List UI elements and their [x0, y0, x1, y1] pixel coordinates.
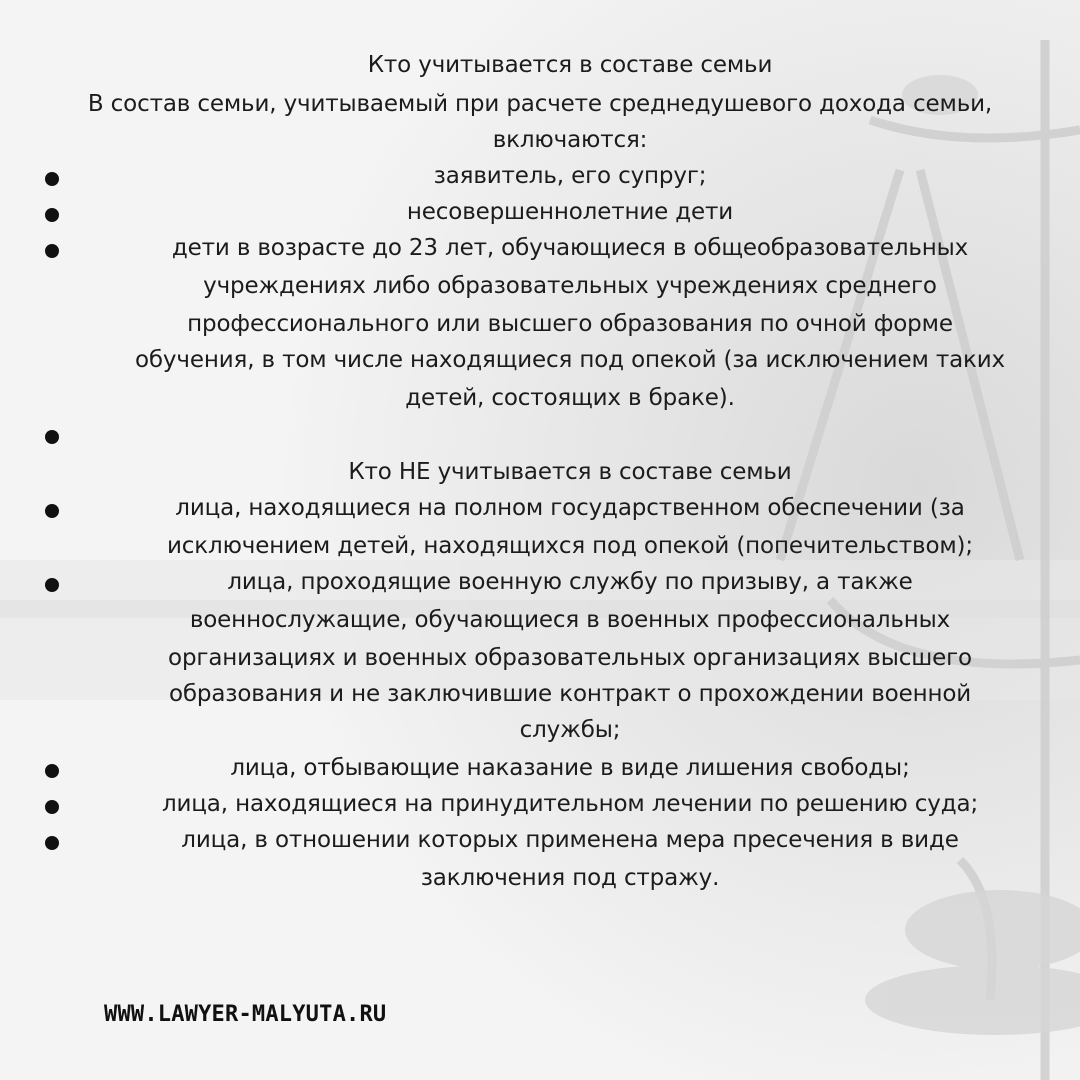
included-item-3-line-2: учреждениях либо образовательных учреждениях среднего — [203, 273, 937, 299]
bullet-icon — [45, 578, 59, 592]
excluded-item-3: лица, отбывающие наказание в виде лишения свободы; — [230, 755, 910, 781]
excluded-item-2-line-3: организациях и военных образовательных организациях высшего — [168, 645, 972, 671]
intro-line-2: включаются: — [492, 127, 648, 153]
included-item-1: заявитель, его супруг; — [433, 163, 707, 189]
included-item-3-line-4: обучения, в том числе находящиеся под опекой (за исключением таких — [134, 347, 1006, 373]
excluded-item-2-line-1: лица, проходящие военную службу по призыву, а также — [227, 569, 913, 595]
bullet-icon — [45, 800, 59, 814]
intro-line-1: В состав семьи, учитываемый при расчете среднедушевого дохода семьи, — [87, 91, 993, 117]
bullet-icon — [45, 836, 59, 850]
bullet-icon — [45, 172, 59, 186]
bullet-icon — [45, 764, 59, 778]
included-item-2: несовершеннолетние дети — [406, 199, 734, 225]
included-item-3-line-1: дети в возрасте до 23 лет, обучающиеся в общеобразовательных — [171, 235, 969, 261]
website-link[interactable]: WWW.LAWYER-MALYUTA.RU — [104, 1002, 387, 1027]
excluded-item-4: лица, находящиеся на принудительном лечении по решению суда; — [161, 791, 979, 817]
included-item-3-line-5: детей, состоящих в браке). — [405, 385, 735, 411]
bullet-icon — [45, 244, 59, 258]
excluded-item-2-line-5: службы; — [519, 717, 621, 743]
excluded-item-1-line-2: исключением детей, находящихся под опекой (попечительством); — [167, 533, 973, 559]
excluded-item-2-line-4: образования и не заключившие контракт о прохождении военной — [168, 681, 972, 707]
bullet-icon — [45, 208, 59, 222]
section-excluded-title: Кто НЕ учитывается в составе семьи — [348, 459, 792, 485]
excluded-item-1-line-1: лица, находящиеся на полном государственном обеспечении (за — [175, 495, 965, 521]
excluded-item-5-line-1: лица, в отношении которых применена мера пресечения в виде — [181, 827, 959, 853]
section-included-title: Кто учитывается в составе семьи — [367, 52, 773, 78]
excluded-item-5-line-2: заключения под стражу. — [420, 865, 720, 891]
bullet-icon — [45, 430, 59, 444]
bullet-icon — [45, 504, 59, 518]
included-item-3-line-3: профессионального или высшего образования по очной форме — [187, 311, 953, 337]
excluded-item-2-line-2: военнослужащие, обучающиеся в военных профессиональных — [189, 607, 951, 633]
